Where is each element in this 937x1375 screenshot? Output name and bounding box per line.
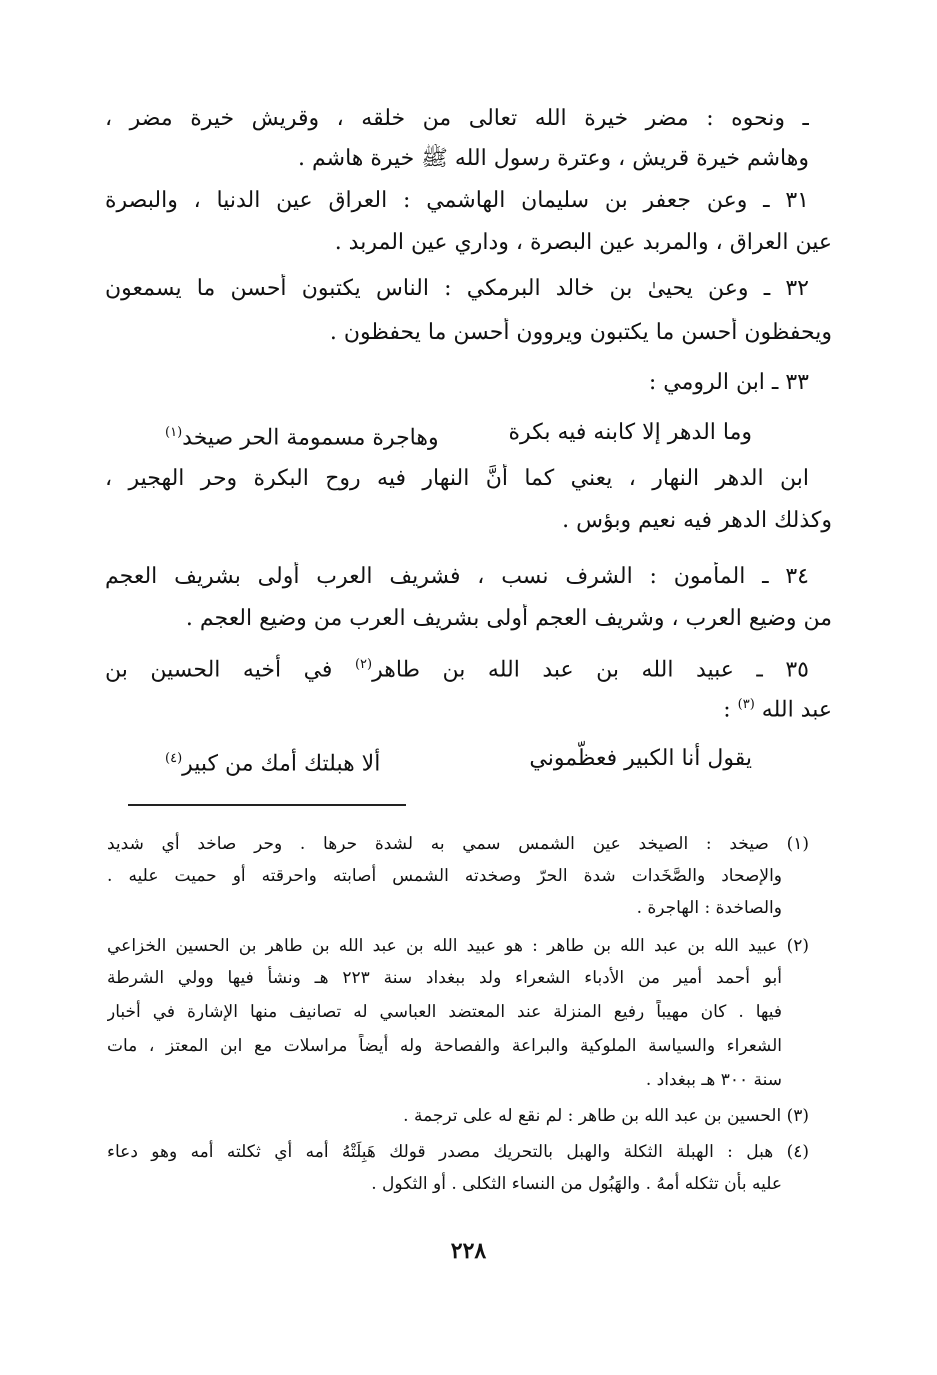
footnote-ref-1: (١) xyxy=(165,425,183,440)
item-34-line-1: ٣٤ ـ المأمون : الشرف نسب ، فشريف العرب أولى بشريف العجم xyxy=(105,564,809,589)
footnote-ref-4: (٤) xyxy=(165,751,183,766)
footnote-3-line-1: (٣) الحسين بن عبد الله بن طاهر : لم نقع له على ترجمة . xyxy=(403,1106,809,1126)
item-31-line-2: عين العراق ، والمربد عين البصرة ، وداري عين المربد . xyxy=(334,230,832,255)
item-35-name: عبد الله xyxy=(761,697,832,723)
footnote-4-line-2: عليه بأن تثكله أمهُ . والهَبُول من النساء الثكلى . أو الثكول . xyxy=(371,1174,782,1194)
footnote-1-line-3: والصاخدة : الهاجرة . xyxy=(636,898,782,918)
footnote-ref-3: (٣) xyxy=(737,697,755,712)
item-35-text-b: في أخيه الحسين بن xyxy=(105,657,333,683)
item-35-line-1 xyxy=(105,650,809,685)
footnote-4-line-1: (٤) هبل : الهبلة الثكلة والهبل بالتحريك مصدر قولك هَبِلَتْهُ أُمه أي ثكلته أمه وهو دعاء xyxy=(107,1142,809,1162)
verse-1-hemistich-1: وما الدهر إلا كابنه فيه بكرة xyxy=(508,420,752,445)
footnote-2-line-1: (٢) عبيد الله بن عبد الله بن طاهر : هو عبيد الله بن عبد الله بن طاهر بن الحسين الخزاعي xyxy=(107,936,809,956)
verse-2-text: ألا هبلتك أمك من كبير xyxy=(182,751,381,777)
footnote-1-line-1: (١) صيخد : الصيخد عين الشمس سمي به لشدة حرها . وحر صاخد أي شديد xyxy=(107,834,809,854)
verse-2-hemistich-1: يقول أنا الكبير فعظّموني xyxy=(529,746,752,771)
verse-1-hemistich-2 xyxy=(165,418,439,453)
item-32-line-2: ويحفظون أحسن ما يكتبون ويروون أحسن ما يحفظون . xyxy=(329,320,832,345)
item-33-heading: ٣٣ ـ ابن الرومي : xyxy=(648,370,809,395)
item-34-line-2: من وضيع العرب ، وشريف العجم أولى بشريف العرب من وضيع العجم . xyxy=(185,606,832,631)
footnote-2-line-5: سنة ٣٠٠ هـ ببغداد . xyxy=(645,1070,782,1090)
footnote-ref-2: (٢) xyxy=(354,657,373,672)
item-35-colon: : xyxy=(723,697,731,723)
page-number: ٢٢٨ xyxy=(450,1238,487,1264)
footnote-2-line-3: فيها . كان مهيباً رفيع المنزلة عند المعتضد العباسي له تصانيف منها الإشارة في أخبار xyxy=(107,1002,782,1022)
verse-2-hemistich-2 xyxy=(165,744,380,779)
footnote-2-line-2: أبو أحمد أمير من الأدباء الشعراء ولد ببغداد سنة ٢٢٣ هـ ونشأ فيها وولي الشرطة xyxy=(107,968,782,988)
footnote-separator xyxy=(128,804,406,806)
verse-1-text: وهاجرة مسمومة الحر صيخد xyxy=(182,425,439,451)
body-line-2: وهاشم خيرة قريش ، وعترة رسول الله ﷺ خيرة هاشم . xyxy=(298,146,809,171)
item-35-line-2 xyxy=(105,690,832,725)
footnote-1-line-2: والإصحاد والصَّخَدات شدة الحرّ وصخدته الشمس أصابته واحرقته أو حميت عليه . xyxy=(107,866,782,886)
item-33-line-3: وكذلك الدهر فيه نعيم وبؤس . xyxy=(562,508,832,533)
body-line-1: ـ ونحوه : مضر خيرة الله تعالى من خلقه ، وقريش خيرة مضر ، xyxy=(105,106,809,131)
footnote-2-line-4: الشعراء والسياسة الملوكية والبراعة والفصاحة وله أيضاً مراسلات مع ابن المعتز ، مات xyxy=(107,1036,782,1056)
item-35-text-a: ٣٥ ـ عبيد الله بن عبد الله بن طاهر xyxy=(372,657,809,683)
item-32-line-1: ٣٢ ـ وعن يحيىٰ بن خالد البرمكي : الناس يكتبون أحسن ما يسمعون xyxy=(105,276,809,301)
item-33-line-2: ابن الدهر النهار ، يعني كما أنَّ النهار فيه روح البكرة وحر الهجير ، xyxy=(105,466,809,491)
item-31-line-1: ٣١ ـ وعن جعفر بن سليمان الهاشمي : العراق عين الدنيا ، والبصرة xyxy=(105,188,809,213)
